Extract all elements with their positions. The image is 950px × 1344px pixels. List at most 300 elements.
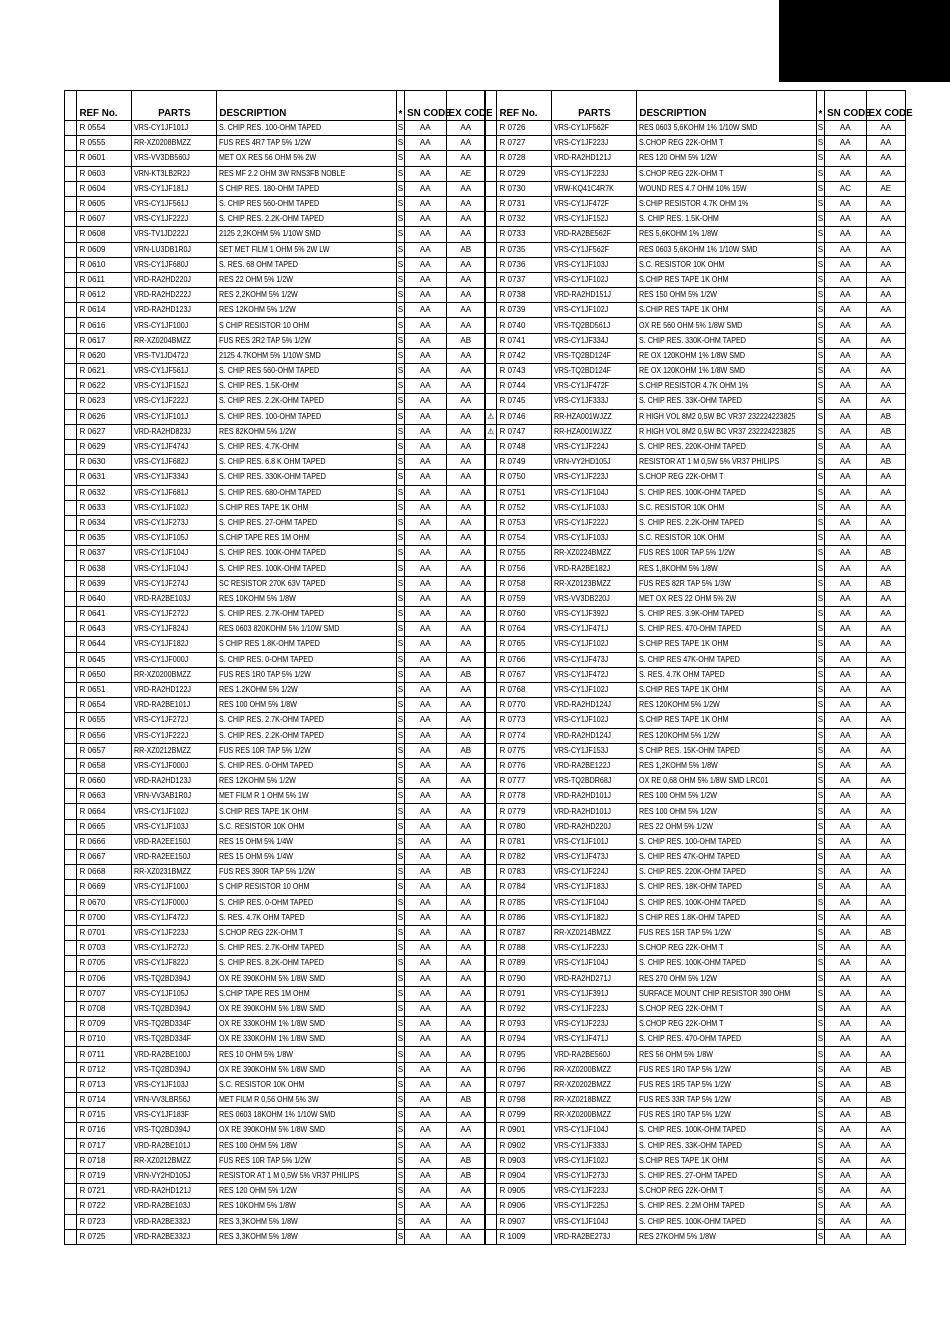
warning-icon-cell (65, 728, 77, 743)
description-cell (637, 242, 816, 257)
description-cell (217, 1062, 396, 1077)
sn-code-cell: AA (405, 743, 446, 758)
ref-no-cell: R 0765 (497, 637, 552, 652)
ref-no-cell: R 0746 (497, 409, 552, 424)
part-number-cell (552, 789, 637, 804)
description-cell-text: S.CHOP REG 22K-OHM T (639, 1003, 724, 1013)
ref-no-cell: R 0732 (497, 212, 552, 227)
ref-no-cell: R 0738 (497, 288, 552, 303)
sn-code-cell: AA (405, 546, 446, 561)
description-cell-text: S. CHIP RES. 0-OHM TAPED (219, 897, 314, 907)
part-number-cell (552, 303, 637, 318)
description-cell-text: S. CHIP RES. 100K-OHM TAPED (639, 897, 747, 907)
star-cell: S (816, 1184, 824, 1199)
sn-code-cell: AA (405, 713, 446, 728)
part-number-cell-text: VRS-CY1JF682J (134, 457, 189, 467)
ex-code-cell: AA (866, 774, 905, 789)
warning-icon-cell (65, 348, 77, 363)
table-row (65, 227, 486, 242)
table-row (485, 181, 906, 196)
ref-no-cell: R 0705 (77, 956, 132, 971)
warning-icon-cell (65, 865, 77, 880)
part-number-cell-text: RR-XZ0200BMZZ (134, 669, 192, 679)
part-number-cell (132, 774, 217, 789)
description-cell-text: SC RESISTOR 270K 63V TAPED (219, 578, 326, 588)
warning-icon-cell (65, 531, 77, 546)
ref-no-cell: R 0711 (77, 1047, 132, 1062)
part-number-cell-text: VRS-CY1JF103J (554, 533, 609, 543)
part-number-cell-text: VRS-CY1JF182J (554, 912, 609, 922)
description-cell (217, 758, 396, 773)
table-row (485, 561, 906, 576)
ex-code-cell: AA (866, 303, 905, 318)
sn-code-cell: AA (825, 1077, 866, 1092)
star-cell: S (816, 850, 824, 865)
part-number-cell-text: VRS-CY1JF473J (554, 852, 609, 862)
ex-code-cell: AA (866, 561, 905, 576)
warning-icon-cell (65, 774, 77, 789)
table-row (65, 652, 486, 667)
ex-code-cell: AB (446, 1168, 485, 1183)
ref-no-cell: R 0660 (77, 774, 132, 789)
ex-code-cell: AA (446, 1138, 485, 1153)
part-number-cell (132, 1108, 217, 1123)
description-cell (217, 151, 396, 166)
ref-no-cell: R 0907 (497, 1214, 552, 1229)
part-number-cell-text: VRS-CY1JF103J (554, 259, 609, 269)
star-cell: S (396, 1108, 404, 1123)
table-row (65, 288, 486, 303)
part-number-cell (552, 1108, 637, 1123)
star-cell: S (816, 941, 824, 956)
table-row (65, 789, 486, 804)
table-row (65, 576, 486, 591)
star-cell: S (816, 196, 824, 211)
ex-code-cell: AA (446, 546, 485, 561)
part-number-cell-text: VRN-VY2HD105J (554, 457, 611, 467)
description-cell (637, 758, 816, 773)
description-cell (217, 364, 396, 379)
star-cell: S (816, 1062, 824, 1077)
ex-code-cell: AA (446, 227, 485, 242)
description-cell-text: S CHIP RES. 180-OHM TAPED (219, 183, 320, 193)
part-number-cell (132, 941, 217, 956)
part-number-cell-text: RR-HZA001WJZZ (554, 411, 613, 421)
ex-code-cell: AA (866, 682, 905, 697)
ex-code-cell: AA (866, 956, 905, 971)
table-row (485, 227, 906, 242)
sn-code-cell: AA (405, 576, 446, 591)
part-number-cell-text: VRS-CY1JF223J (554, 1186, 609, 1196)
part-number-cell-text: VRD-RA2BE103J (134, 1201, 191, 1211)
warning-icon-cell (65, 895, 77, 910)
table-row (65, 121, 486, 136)
ref-no-cell: R 0783 (497, 865, 552, 880)
warning-icon-cell (485, 819, 497, 834)
warning-icon-cell (485, 212, 497, 227)
sn-code-cell: AC (825, 181, 866, 196)
description-cell (637, 470, 816, 485)
warning-icon-cell (485, 1062, 497, 1077)
description-cell (217, 121, 396, 136)
star-cell: S (396, 865, 404, 880)
description-cell (637, 303, 816, 318)
ex-code-cell: AA (866, 971, 905, 986)
ex-code-cell: AB (446, 333, 485, 348)
part-number-cell (552, 151, 637, 166)
ref-no-cell: R 0780 (497, 819, 552, 834)
warning-icon-cell (485, 166, 497, 181)
ref-no-cell: R 0730 (497, 181, 552, 196)
part-number-cell (132, 1153, 217, 1168)
star-cell: S (816, 637, 824, 652)
description-cell (637, 713, 816, 728)
ex-code-cell: AA (446, 910, 485, 925)
sn-code-cell: AA (825, 1032, 866, 1047)
sn-code-cell: AA (405, 1184, 446, 1199)
part-number-cell-text: VRD-RA2HD124J (554, 700, 612, 710)
description-cell-text: S. CHIP RES. 33K-OHM TAPED (639, 396, 743, 406)
warning-icon-cell (485, 682, 497, 697)
sn-code-cell: AA (825, 1062, 866, 1077)
table-row (65, 971, 486, 986)
ex-code-cell: AA (866, 667, 905, 682)
ref-no-cell: R 0797 (497, 1077, 552, 1092)
ex-code-cell: AA (446, 1214, 485, 1229)
ref-no-cell: R 0616 (77, 318, 132, 333)
description-cell-text: S. CHIP RES. 4.7K-OHM (219, 442, 300, 452)
ref-no-cell: R 0614 (77, 303, 132, 318)
sn-code-cell: AA (405, 272, 446, 287)
part-number-cell (552, 834, 637, 849)
description-cell-text: S. CHIP RES. 1.5K-OHM (639, 214, 720, 224)
table-row (485, 272, 906, 287)
description-cell-text: OX RE 560 OHM 5% 1/8W SMD (639, 320, 743, 330)
part-number-cell (132, 500, 217, 515)
description-cell (637, 880, 816, 895)
part-number-cell (552, 607, 637, 622)
warning-icon-cell (485, 1001, 497, 1016)
sn-code-cell: AA (825, 637, 866, 652)
ref-no-cell: R 0665 (77, 819, 132, 834)
star-cell: S (816, 1047, 824, 1062)
warning-icon-cell (65, 622, 77, 637)
ref-no-cell: R 0768 (497, 682, 552, 697)
star-cell: S (816, 880, 824, 895)
sn-code-cell: AA (405, 242, 446, 257)
table-row (65, 379, 486, 394)
description-cell (637, 728, 816, 743)
part-number-cell (552, 1001, 637, 1016)
ex-code-cell: AA (866, 394, 905, 409)
part-number-cell-text: VRS-CY1JF181J (134, 183, 189, 193)
description-cell (217, 515, 396, 530)
table-row (485, 379, 906, 394)
star-cell: S (396, 121, 404, 136)
part-number-cell-text: VRD-RA2HD101J (554, 791, 612, 801)
description-cell-text: S. RES. 4.7K OHM TAPED (219, 912, 306, 922)
ref-no-cell: R 0775 (497, 743, 552, 758)
ex-code-cell: AA (446, 576, 485, 591)
warning-icon-cell (65, 925, 77, 940)
description-cell (637, 561, 816, 576)
ref-no-cell: R 0632 (77, 485, 132, 500)
sn-code-cell: AA (825, 546, 866, 561)
part-number-cell-text: VRS-CY1JF104J (134, 563, 189, 573)
ref-no-cell: R 0750 (497, 470, 552, 485)
star-cell: S (396, 834, 404, 849)
ref-no-cell: R 0555 (77, 136, 132, 151)
ref-no-cell: R 0740 (497, 318, 552, 333)
warning-icon-cell (65, 1001, 77, 1016)
warning-icon-cell (485, 607, 497, 622)
description-cell (637, 667, 816, 682)
sn-code-cell: AA (825, 424, 866, 439)
table-row (485, 1093, 906, 1108)
warning-icon-cell (485, 1032, 497, 1047)
part-number-cell-text: RR-HZA001WJZZ (554, 426, 613, 436)
sn-code-cell: AA (825, 956, 866, 971)
description-cell-text: S.CHOP REG 22K-OHM T (639, 1186, 724, 1196)
ref-no-cell: R 0796 (497, 1062, 552, 1077)
table-row (485, 682, 906, 697)
ex-code-cell: AA (866, 257, 905, 272)
warning-icon-cell (65, 379, 77, 394)
ref-no-cell: R 0778 (497, 789, 552, 804)
table-row (485, 850, 906, 865)
part-number-cell-text: VRS-CY1JF473J (554, 654, 609, 664)
col-header-ref: REF No. (77, 103, 132, 121)
ex-code-cell: AA (446, 1123, 485, 1138)
part-number-cell-text: VRD-RA2HD123J (134, 776, 192, 786)
description-cell (217, 910, 396, 925)
sn-code-cell: AA (825, 667, 866, 682)
description-cell-text: FUS RES 2R2 TAP 5% 1/2W (219, 335, 312, 345)
warning-icon-cell (65, 607, 77, 622)
part-number-cell (552, 166, 637, 181)
sn-code-cell: AA (405, 196, 446, 211)
part-number-cell (132, 531, 217, 546)
part-number-cell (552, 652, 637, 667)
warning-icon-cell (485, 1214, 497, 1229)
warning-icon-cell (485, 698, 497, 713)
table-row (485, 1153, 906, 1168)
description-cell (637, 652, 816, 667)
description-cell (637, 364, 816, 379)
sn-code-cell: AA (405, 136, 446, 151)
ex-code-cell: AA (446, 424, 485, 439)
part-number-cell (552, 804, 637, 819)
part-number-cell-text: VRS-CY1JF102J (554, 639, 609, 649)
description-cell-text: S.CHIP RESISTOR 4.7K OHM 1% (639, 199, 749, 209)
description-cell-text: RES 5,6KOHM 1% 1/8W (639, 229, 719, 239)
warning-icon-cell (485, 531, 497, 546)
table-row (65, 850, 486, 865)
warning-icon-cell (65, 1077, 77, 1092)
star-cell: S (816, 394, 824, 409)
ex-code-cell: AA (866, 379, 905, 394)
ref-no-cell: R 0716 (77, 1123, 132, 1138)
star-cell: S (396, 576, 404, 591)
star-cell: S (396, 470, 404, 485)
warning-icon-cell (485, 850, 497, 865)
ex-code-cell: AA (866, 819, 905, 834)
table-row (485, 576, 906, 591)
ex-code-cell: AA (866, 789, 905, 804)
ref-no-cell: R 0736 (497, 257, 552, 272)
ref-no-cell: R 0792 (497, 1001, 552, 1016)
sn-code-cell: AA (825, 1199, 866, 1214)
sn-code-cell: AA (405, 758, 446, 773)
star-cell: S (816, 910, 824, 925)
part-number-cell (552, 364, 637, 379)
star-cell: S (396, 409, 404, 424)
star-cell: S (396, 591, 404, 606)
part-number-cell (132, 956, 217, 971)
ref-no-cell: R 0906 (497, 1199, 552, 1214)
table-row (485, 470, 906, 485)
ex-code-cell: AA (866, 637, 905, 652)
warning-icon-cell (485, 333, 497, 348)
warning-icon-cell (485, 1123, 497, 1138)
ref-no-cell: R 0766 (497, 652, 552, 667)
part-number-cell-text: VRD-RA2BE332J (134, 1216, 191, 1226)
description-cell-text: FUS RES 10R TAP 5% 1/2W (219, 745, 312, 755)
sn-code-cell: AA (405, 622, 446, 637)
sn-code-cell: AA (825, 971, 866, 986)
part-number-cell-text: VRS-TV1JD472J (134, 350, 189, 360)
ex-code-cell: AA (866, 1229, 905, 1244)
star-cell: S (396, 895, 404, 910)
description-cell (217, 880, 396, 895)
table-row (65, 637, 486, 652)
part-number-cell-text: VRN-VV3LBR56J (134, 1095, 191, 1105)
table-row (65, 865, 486, 880)
part-number-cell (132, 1168, 217, 1183)
part-number-cell (552, 1138, 637, 1153)
description-cell (637, 1199, 816, 1214)
ex-code-cell: AB (446, 865, 485, 880)
sn-code-cell: AA (405, 1001, 446, 1016)
sn-code-cell: AA (825, 941, 866, 956)
description-cell (637, 531, 816, 546)
part-number-cell-text: RR-XZ0214BMZZ (554, 928, 612, 938)
star-cell: S (396, 318, 404, 333)
part-number-cell (132, 637, 217, 652)
part-number-cell (552, 743, 637, 758)
warning-icon-cell (65, 242, 77, 257)
description-cell-text: RES 120KOHM 5% 1/2W (639, 700, 721, 710)
warning-icon-cell (485, 774, 497, 789)
part-number-cell (552, 318, 637, 333)
ref-no-cell: R 0901 (497, 1123, 552, 1138)
sn-code-cell: AA (405, 1153, 446, 1168)
description-cell (637, 166, 816, 181)
star-cell: S (396, 607, 404, 622)
warning-icon-cell (65, 121, 77, 136)
sn-code-cell: AA (405, 166, 446, 181)
ref-no-cell: R 0756 (497, 561, 552, 576)
ref-no-cell: R 0717 (77, 1138, 132, 1153)
description-cell (217, 272, 396, 287)
description-cell-text: OX RE 390KOHM 5% 1/8W SMD (219, 1125, 326, 1135)
ref-no-cell: R 0719 (77, 1168, 132, 1183)
description-cell (637, 576, 816, 591)
ref-no-cell: R 0743 (497, 364, 552, 379)
part-number-cell-text: VRD-RA2BE560J (554, 1049, 611, 1059)
part-number-cell (552, 288, 637, 303)
parts-table-left-body (65, 121, 486, 1245)
table-row (65, 1047, 486, 1062)
sn-code-cell: AA (825, 986, 866, 1001)
ex-code-cell: AA (866, 531, 905, 546)
warning-icon-cell (485, 789, 497, 804)
sn-code-cell: AA (825, 288, 866, 303)
ex-code-cell: AA (446, 971, 485, 986)
sn-code-cell: AA (825, 1001, 866, 1016)
ref-no-cell: R 0782 (497, 850, 552, 865)
part-number-cell (552, 394, 637, 409)
description-cell-text: S.CHOP REG 22K-OHM T (219, 928, 304, 938)
ex-code-cell: AA (866, 348, 905, 363)
description-cell-text: S CHIP RESISTOR 10 OHM (219, 882, 310, 892)
warning-icon-cell (485, 865, 497, 880)
warning-icon-cell (485, 758, 497, 773)
part-number-cell-text: VRS-CY1JF101J (134, 123, 189, 133)
table-row (65, 1093, 486, 1108)
description-cell (637, 850, 816, 865)
table-row (485, 652, 906, 667)
part-number-cell-text: VRN-LU3DB1R0J (134, 244, 192, 254)
description-cell (637, 865, 816, 880)
star-cell: S (816, 971, 824, 986)
description-cell (637, 257, 816, 272)
warning-icon-cell (65, 1017, 77, 1032)
part-number-cell-text: VRS-CY1JF680J (134, 259, 189, 269)
ref-no-cell: R 0622 (77, 379, 132, 394)
description-cell-text: S.C. RESISTOR 10K OHM (639, 533, 725, 543)
part-number-cell-text: VRS-TQ2BD394J (134, 973, 191, 983)
description-cell-text: S. CHIP RES. 2.7K-OHM TAPED (219, 715, 325, 725)
part-number-cell-text: VRS-CY1JF223J (554, 472, 609, 482)
ref-no-cell: R 0630 (77, 455, 132, 470)
sn-code-cell: AA (825, 850, 866, 865)
ref-no-cell: R 0798 (497, 1093, 552, 1108)
star-cell: S (816, 1153, 824, 1168)
warning-icon-cell (485, 1138, 497, 1153)
ex-code-cell: AA (446, 1062, 485, 1077)
sn-code-cell: AA (825, 500, 866, 515)
part-number-cell-text: VRS-CY1JF272J (134, 609, 189, 619)
ref-no-cell: R 0741 (497, 333, 552, 348)
ref-no-cell: R 0707 (77, 986, 132, 1001)
warning-icon-cell (485, 1093, 497, 1108)
warning-icon-cell (65, 1062, 77, 1077)
description-cell-text: S.CHOP REG 22K-OHM T (639, 138, 724, 148)
ref-no-cell: R 0725 (77, 1229, 132, 1244)
part-number-cell-text: VRD-RA2BE101J (134, 700, 191, 710)
ref-no-cell: R 0657 (77, 743, 132, 758)
ref-no-cell: R 0709 (77, 1017, 132, 1032)
description-cell-text: S.CHIP TAPE RES 1M OHM (219, 533, 311, 543)
ref-no-cell: R 0605 (77, 196, 132, 211)
part-number-cell (552, 1229, 637, 1244)
part-number-cell (552, 971, 637, 986)
description-cell (637, 227, 816, 242)
warning-icon-cell (485, 136, 497, 151)
description-cell-text: S. CHIP RES. 220K-OHM TAPED (639, 867, 747, 877)
sn-code-cell: AA (825, 1093, 866, 1108)
